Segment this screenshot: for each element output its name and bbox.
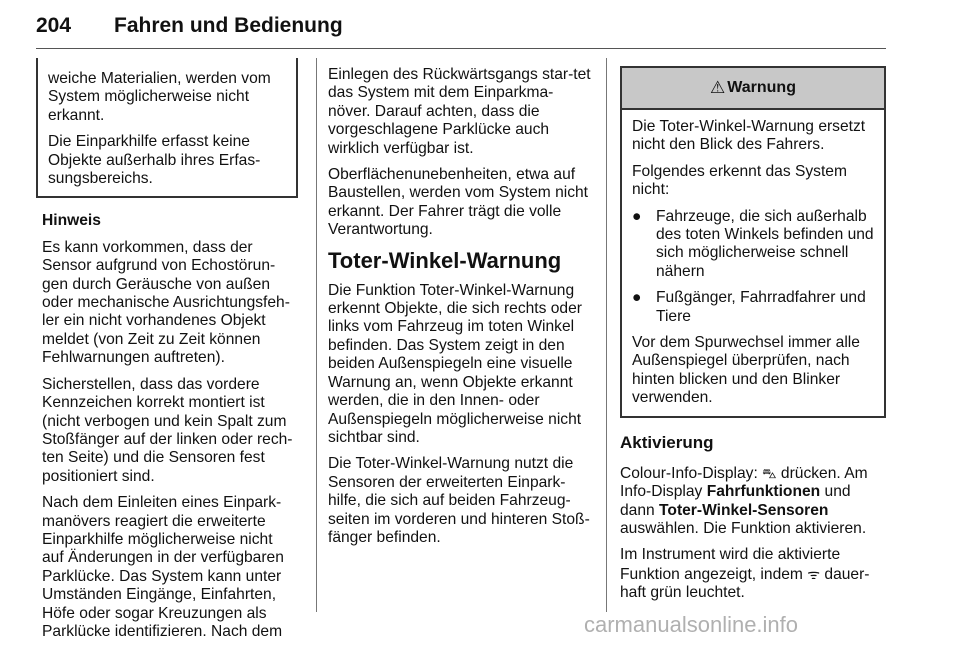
body-paragraph: Nach dem Einleiten eines Einpark-manövers reagiert die erweiterte Einparkhilfe möglicherweise nicht auf Änderungen in der verfügbaren Parklücke. Das System kann unter Umständen Eingänge, Einfahrten, Höfe oder sogar Kreuzungen als Parklücke identifizieren. Nach dem xyxy=(42,494,284,640)
note-paragraph: weiche Materialien, werden vom System möglicherweise nicht erkannt. xyxy=(48,70,271,124)
column-divider-2 xyxy=(606,58,607,612)
menu-label-fahrfunktionen: Fahrfunktionen xyxy=(706,483,821,501)
column-divider-1 xyxy=(316,58,317,612)
list-item-text: Fahrzeuge, die sich außerhalb des toten Winkels befinden und sich möglicherweise schnell nähern xyxy=(656,207,874,280)
warning-paragraph: Folgendes erkennt das System nicht: xyxy=(632,162,847,199)
text-run: Colour-Info-Display: xyxy=(620,464,758,482)
warning-title: Warnung xyxy=(727,78,796,96)
list-item xyxy=(632,208,874,282)
body-paragraph: Einlegen des Rückwärtsgangs star-tet das System mit dem Einparkma-növer. Darauf achten, dass die vorgeschlagene Parklücke auch wirklich verfügbar ist. xyxy=(328,66,591,157)
body-paragraph: Oberflächenunebenheiten, etwa auf Baustellen, werden vom System nicht erkannt. Der Fahrer trägt die volle Verantwortung. xyxy=(328,166,589,239)
body-paragraph: Sicherstellen, dass das vordere Kennzeichen korrekt montiert ist (nicht verbogen und kein Spalt zum Stoßfänger auf der linken oder rech-ten Seite) und die Sensoren fest positioniert sind. xyxy=(42,375,293,485)
section-title: Fahren und Bedienung xyxy=(114,14,343,37)
warning-paragraph: Vor dem Spurwechsel immer alle Außenspiegel überprüfen, nach hinten blicken und den Blinker verwenden. xyxy=(632,334,860,407)
list-item-text: Fußgänger, Fahrradfahrer und Tiere xyxy=(656,289,866,325)
note-box xyxy=(36,58,298,198)
warning-box xyxy=(620,66,886,418)
header-divider xyxy=(36,48,886,49)
heading-toter-winkel-warnung: Toter-Winkel-Warnung xyxy=(328,247,562,273)
hinweis-title: Hinweis xyxy=(42,212,101,230)
menu-label-toter-winkel-sensoren: Toter-Winkel-Sensoren xyxy=(659,501,829,519)
body-paragraph: Die Funktion Toter-Winkel-Warnung erkennt Objekte, die sich rechts oder links vom Fahrzeug im toten Winkel befinden. Das System zeigt in den beiden Außenspiegeln eine visuelle Warnung an, wenn Objekte erkannt werden, die in den Innen- oder Außenspiegeln möglicherweise nicht sichtbar sind. xyxy=(328,281,582,446)
warning-paragraph: Die Toter-Winkel-Warnung ersetzt nicht den Blick des Fahrers. xyxy=(632,118,866,154)
blind-spot-indicator-icon: ᯤ xyxy=(807,565,821,582)
warning-body xyxy=(622,110,884,416)
column-1-body xyxy=(36,198,298,641)
column-3 xyxy=(620,66,886,611)
text-run: und dann xyxy=(620,483,851,519)
text-run: dauer-haft grün leuchtet. xyxy=(620,565,870,602)
text-run: Im Instrument wird die aktivierte Funktion angezeigt, indem xyxy=(620,546,841,583)
bullet-icon: ● xyxy=(632,289,642,307)
car-icon: ⛍ xyxy=(762,464,777,481)
bullet-icon: ● xyxy=(632,207,642,225)
warning-header xyxy=(622,68,884,110)
note-paragraph: Die Einparkhilfe erfasst keine Objekte außerhalb ihres Erfas-sungsbereichs. xyxy=(48,133,261,188)
text-run: drücken. Am Info-Display xyxy=(620,464,868,501)
watermark: carmanualsonline.info xyxy=(584,612,799,637)
column-1 xyxy=(36,60,298,649)
list-item xyxy=(632,289,874,326)
warning-bullet-list xyxy=(632,208,874,326)
body-paragraph: Die Toter-Winkel-Warnung nutzt die Sensoren der erweiterten Einpark-hilfe, die sich auf beiden Fahrzeug-seiten im vorderen und hinteren Stoß-fänger befinden. xyxy=(328,455,590,546)
hinweis-text: Es kann vorkommen, dass der Sensor aufgrund von Echostörun-gen durch Geräusche von außen oder mechanische Ausrichtungsfeh-ler ein nicht vorhandenes Objekt meldet (von Zeit zu Zeit können Fehlwarnungen auftreten). xyxy=(42,238,290,367)
heading-aktivierung: Aktivierung xyxy=(620,432,714,452)
warning-triangle-icon: ⚠ xyxy=(710,77,726,97)
page-header xyxy=(36,14,886,48)
body-paragraph xyxy=(620,464,886,539)
column-2 xyxy=(328,66,592,555)
body-paragraph xyxy=(620,546,886,602)
text-run: auswählen. Die Funktion aktivieren. xyxy=(620,519,867,537)
page-number: 204 xyxy=(36,14,72,37)
